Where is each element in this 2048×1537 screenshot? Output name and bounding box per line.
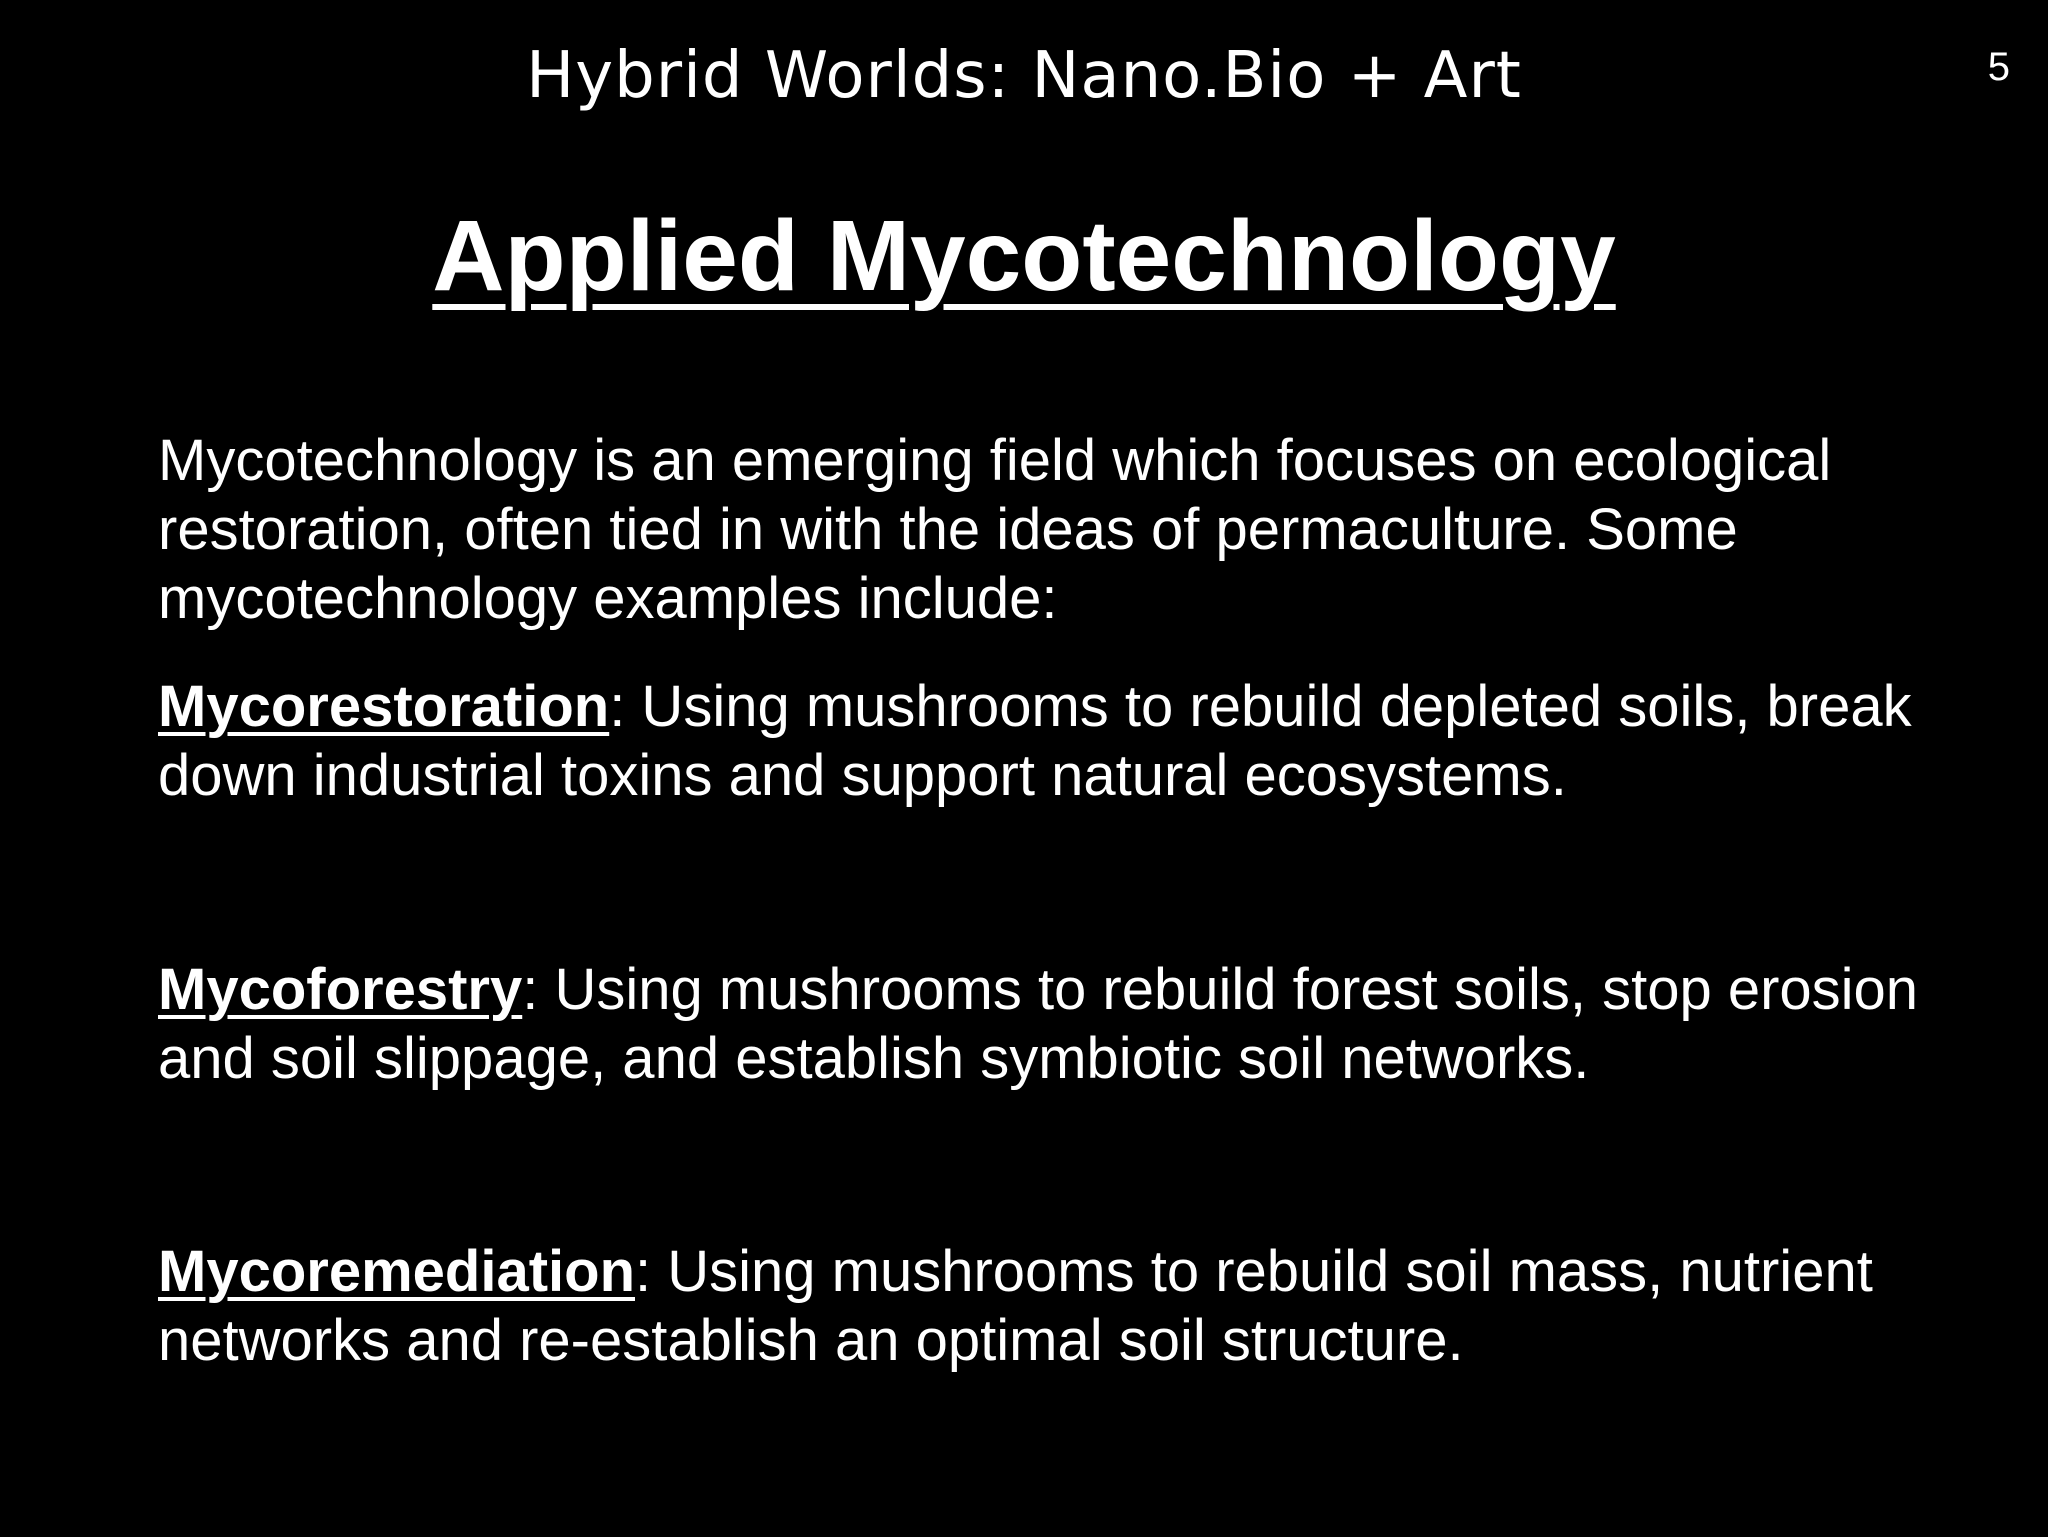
page-number: 5 bbox=[1987, 45, 2010, 89]
slide-title: Applied Mycotechnology bbox=[432, 200, 1616, 312]
list-item-mycoforestry bbox=[158, 955, 2018, 1093]
description-mycoforestry: : Using mushrooms to rebuild forest soils, stop erosion and soil slippage, and establish symbiotic soil networks. bbox=[158, 957, 1919, 1091]
description-mycorestoration: : Using mushrooms to rebuild depleted soils, break down industrial toxins and support natural ecosystems. bbox=[158, 674, 1912, 808]
term-mycoremediation: Mycoremediation bbox=[158, 1239, 635, 1304]
term-mycorestoration: Mycorestoration bbox=[158, 674, 610, 739]
header-title: Hybrid Worlds: Nano.Bio + Art bbox=[526, 39, 1522, 113]
list-item-mycoremediation bbox=[158, 1237, 2018, 1375]
description-mycoremediation: : Using mushrooms to rebuild soil mass, nutrient networks and re-establish an optimal soil structure. bbox=[158, 1239, 1873, 1373]
list-item-mycorestoration bbox=[158, 672, 2018, 810]
intro-paragraph: Mycotechnology is an emerging field which focuses on ecological restoration, often tied in with the ideas of permaculture. Some mycotechnology examples include: bbox=[158, 428, 1832, 631]
term-mycoforestry: Mycoforestry bbox=[158, 957, 523, 1022]
